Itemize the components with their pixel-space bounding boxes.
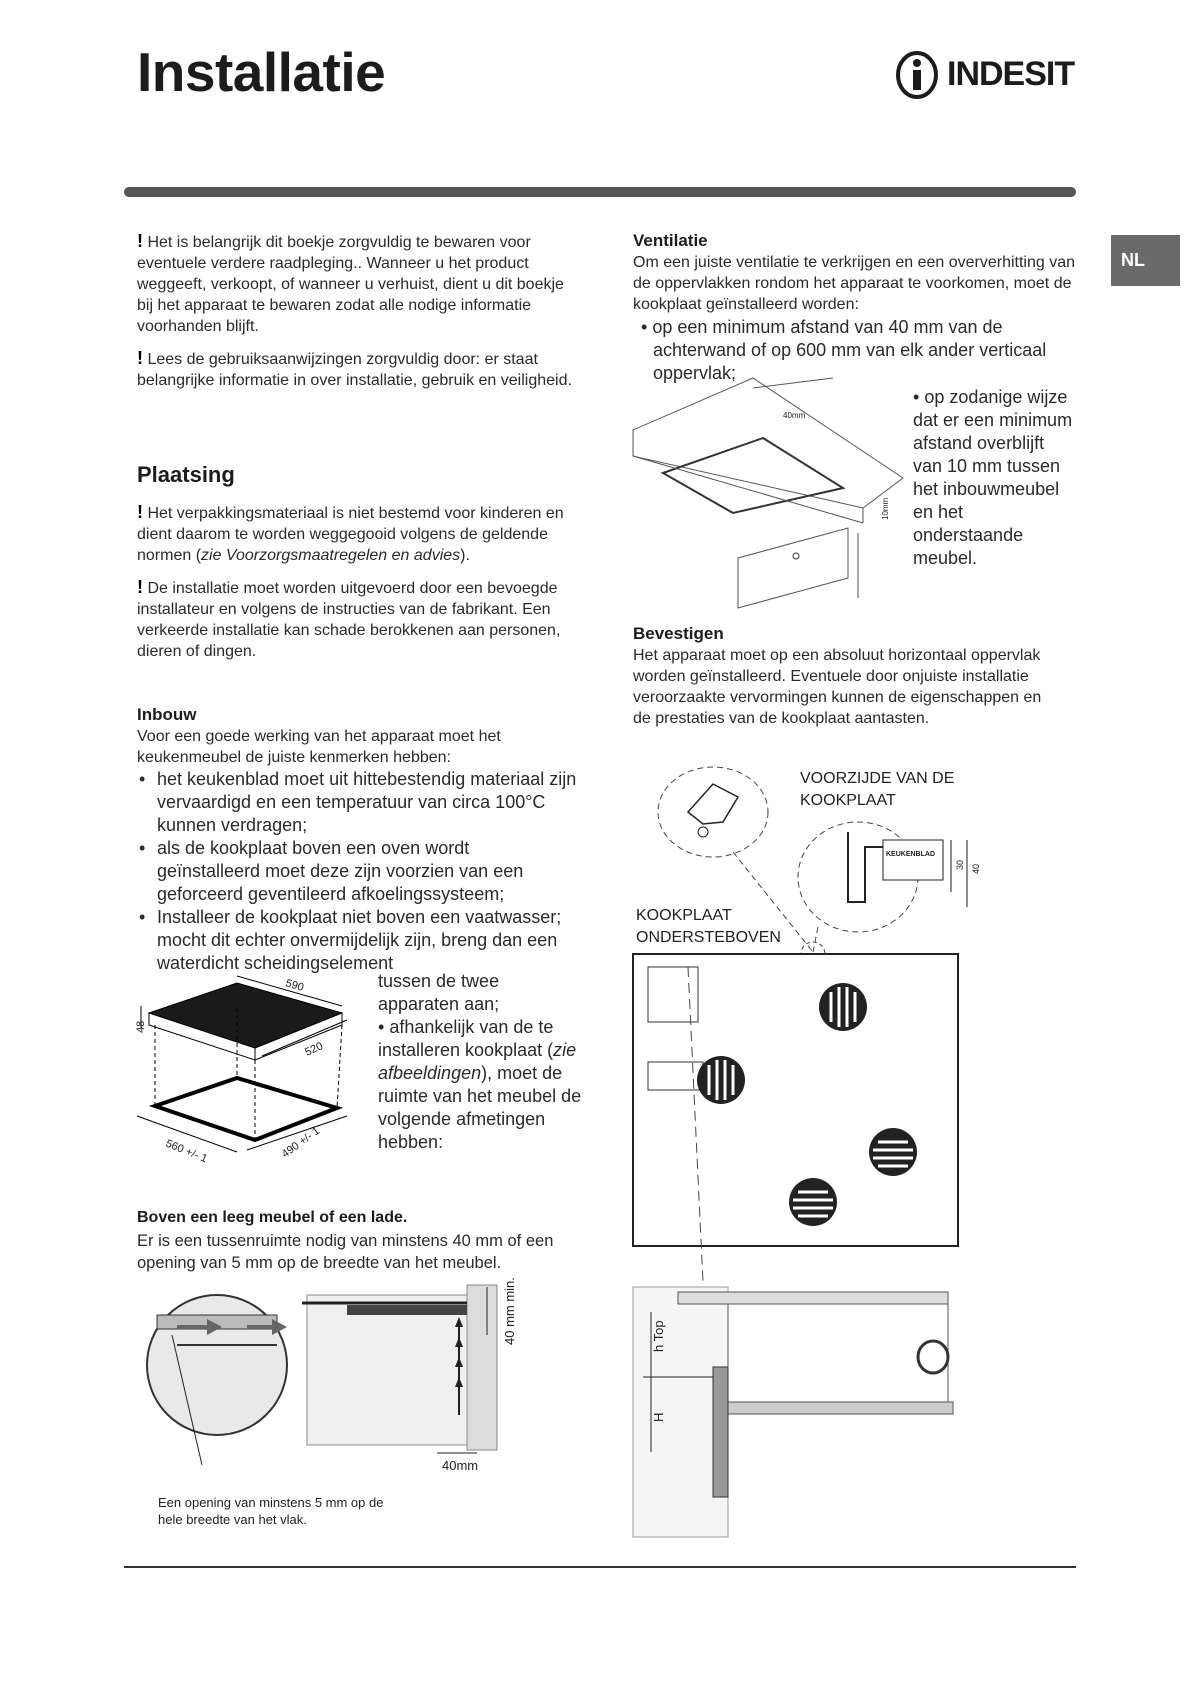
language-tab: NL — [1111, 235, 1180, 286]
min-gap-label: 40 mm min. — [502, 1277, 517, 1345]
indesit-i-icon — [895, 50, 943, 100]
ventilatie-bullet-2: • op zodanige wijze dat er een minimum afstand overblijft van 10 mm tussen het inbouwmeubel en het onderstaande meubel. — [913, 387, 1073, 568]
plaatsing-text: De installatie moet worden uitgevoerd door een bevoegde installateur en volgens de instructies van de fabrikant. Een verkeerde installatie kan schade berokkenen aan personen, dieren of dingen. — [137, 580, 561, 660]
intro-paragraph: Het is belangrijk dit boekje zorgvuldig te bewaren voor eventuele verdere raadpleging.. Wanneer u het product weggeeft, verkoopt, of wanneer u verhuist, dient u dit boekje bij het apparaat te bewaren zodat alle nodige informatie voorhanden blijft. — [137, 234, 564, 335]
dim-width-label: 590 — [284, 977, 306, 994]
bullet2-text: op zodanige wijze dat er een minimum afstand overblijft van 10 mm tussen het inbouwmeubel en het onderstaande meubel. — [913, 387, 1073, 568]
dim-40-label: 40 — [971, 863, 981, 874]
top-rule — [124, 187, 1076, 197]
list-item: • het keukenblad moet uit hittebestendig materiaal zijn vervaardigd en een temperatuur van circa 100°C kunnen verdragen; — [137, 768, 577, 837]
list-item: • Installeer de kookplaat niet boven een vaatwasser; mocht dit echter onvermijdelijk zijn, breng dan een waterdicht scheidingselement — [137, 906, 577, 975]
brand-name: INDESIT — [947, 55, 1075, 93]
countertop-clearance-figure — [633, 368, 903, 613]
leeg-text: Er is een tussenruimte nodig van minstens 40 mm of een opening van 5 mm op de breedte van het meubel. — [137, 1232, 554, 1272]
brand-logo — [895, 50, 1080, 100]
list-item-continued: tussen de twee apparaten aan; — [378, 971, 500, 1014]
gap-40-label: 40mm — [442, 1458, 479, 1473]
list-item: • op een minimum afstand van 40 mm van de achterwand of op 600 mm van elk ander verticaal oppervlak; — [641, 317, 1047, 383]
plaatsing-heading: Plaatsing — [137, 462, 235, 487]
countertop-label: KEUKENBLAD — [886, 851, 935, 858]
bullet1-text: op een minimum afstand van 40 mm van de achterwand of op 600 mm van elk ander verticaal oppervlak; — [652, 317, 1047, 383]
warning-icon: ! — [137, 348, 143, 368]
inbouw-heading: Inbouw — [137, 705, 197, 724]
reference-link: zie afbeeldingen — [378, 1040, 577, 1083]
leeg-heading: Boven een leeg meubel of een lade. — [137, 1209, 408, 1226]
intro-paragraph: Lees de gebruiksaanwijzingen zorgvuldig door: er staat belangrijke informatie in over installatie, gebruik en veiligheid. — [137, 351, 572, 389]
warning-icon: ! — [137, 231, 143, 251]
h-top-label: h Top — [651, 1320, 666, 1352]
inbouw-continued — [378, 970, 583, 1154]
intro-section — [137, 231, 582, 391]
dim-cutout-depth-label: 490 +/- 1 — [279, 1125, 323, 1161]
fixing-bracket-figure — [633, 762, 1003, 1532]
inbouw-list — [137, 768, 577, 975]
plaatsing-text-end: ). — [460, 547, 470, 564]
under-gap-label: 10mm — [881, 497, 890, 520]
hob-dimensions-figure — [137, 968, 377, 1173]
bevestigen-text: Het apparaat moet op een absoluut horizontaal oppervlak worden geïnstalleerd. Eventuele door onjuiste installatie veroorzaakte vervormingen kunnen de eigenschappen en de prestaties van de kookplaat aantasten. — [633, 647, 1042, 727]
bevestigen-heading: Bevestigen — [633, 624, 724, 643]
inbouw-intro: Voor een goede werking van het apparaat moet het keukenmeubel de juiste kenmerken hebben: — [137, 728, 501, 766]
list-item: • afhankelijk van de te installeren kookplaat (zie afbeeldingen), moet de ruimte van het meubel de volgende afmetingen hebben: — [378, 1017, 582, 1152]
ventilatie-heading: Ventilatie — [633, 231, 708, 250]
opening-caption: Een opening van minstens 5 mm op de hele breedte van het vlak. — [158, 1495, 384, 1527]
list-item: • als de kookplaat boven een oven wordt geïnstalleerd moet deze zijn voorzien van een geforceerd geventileerd afkoelingssysteem; — [137, 837, 577, 906]
dim-height-label: 48 — [135, 1020, 147, 1033]
upside-down-label: KOOKPLAAT ONDERSTEBOVEN — [636, 907, 781, 946]
dim-cutout-width-label: 560 +/- 1 — [163, 1137, 209, 1166]
reference-link: zie Voorzorgsmaatregelen en advies — [201, 547, 461, 564]
bullet4-text: afhankelijk van de te installeren kookplaat ( — [378, 1017, 554, 1060]
plaatsing-section — [137, 502, 577, 662]
bottom-rule — [124, 1566, 1076, 1568]
front-label: VOORZIJDE VAN DE KOOKPLAAT — [800, 770, 955, 809]
back-gap-label: 40mm — [783, 411, 806, 420]
dim-depth-label: 520 — [303, 1040, 325, 1059]
cabinet-ventilation-figure — [137, 1275, 537, 1475]
dim-30-label: 30 — [955, 859, 965, 870]
bullet4-text-end: ), moet de ruimte van het meubel de volgende afmetingen hebben: — [378, 1063, 582, 1152]
page-title: Installatie — [137, 41, 386, 103]
warning-icon: ! — [137, 502, 143, 522]
plaatsing-text: Het verpakkingsmateriaal is niet bestemd voor kinderen en dient daarom te worden weggegooid volgens de geldende normen ( — [137, 505, 564, 564]
warning-icon: ! — [137, 577, 143, 597]
ventilatie-text: Om een juiste ventilatie te verkrijgen en een oververhitting van de oppervlakken rondom het apparaat te voorkomen, moet de kookplaat geïnstalleerd worden: — [633, 254, 1076, 313]
h-label: H — [651, 1412, 666, 1422]
